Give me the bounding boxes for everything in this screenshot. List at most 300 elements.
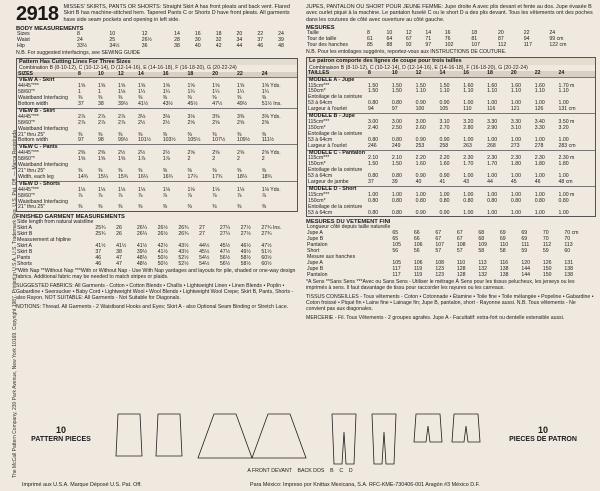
cell-value: 59 [542, 248, 549, 255]
cell-value: 128 [456, 271, 466, 278]
cell-value: 1.60 [415, 161, 426, 168]
cell-value: 24 [558, 71, 596, 77]
row-label: Short [307, 248, 320, 255]
cell-value: 20 [211, 72, 236, 78]
cell-value: 105½ [187, 137, 201, 144]
cell-value: ⅜ [261, 168, 267, 175]
cell-value: 1.50 [368, 161, 379, 168]
sketch-letter-b: B [330, 468, 334, 474]
cell-value: 48½ [136, 254, 148, 261]
cell-value: 2.30 [487, 155, 498, 162]
row-label: 44/45"*** [18, 83, 39, 90]
row-label: 115cm*** [308, 191, 330, 198]
row-label: 21" thru 25" [18, 168, 46, 175]
cell-value: 268 [487, 142, 496, 149]
cell-value: 14 [425, 30, 432, 37]
cell-value: 14¾ [78, 173, 89, 180]
cell-value: 2.90 [487, 124, 498, 131]
cell-value: 1.50 [391, 161, 402, 168]
cell-value: 0.80 [368, 136, 379, 143]
cell-value: 1.00 [558, 173, 569, 180]
cell-value: 50½ [157, 260, 168, 267]
row-label: Waistband Interfacing [18, 125, 68, 132]
cell-value: 0.80 [463, 197, 474, 204]
row-label: Pantalon [307, 271, 328, 278]
cell-value: 1.80 [558, 161, 569, 168]
sketch-letter-c: C [339, 468, 344, 474]
cell-value: 41½ [136, 242, 148, 249]
cell-value: 37 [368, 179, 374, 186]
cell-value: 1⅝ Yds. [261, 83, 281, 90]
cell-value: 10 [386, 30, 393, 37]
cell-value: 2 [212, 156, 216, 163]
cell-value: ⅜ [118, 204, 123, 211]
cell-value: 107½ [212, 137, 226, 144]
cell-value: 1⅞ [138, 156, 146, 163]
cell-value: 97 [78, 137, 84, 144]
cell-value: ⅜ [98, 131, 103, 138]
nap-note: *With Nap **Without Nap ***With or Without Nap - Use With Nap yardages and layouts for pile, shaded or one-way design fabrics. Additional fabric may be needed to match stripes or plaids. [16, 267, 296, 280]
cell-value: 1⅛ [118, 186, 126, 193]
cell-value: 1.00 [510, 209, 521, 216]
cell-value: 39 [391, 179, 398, 186]
cell-value: 3⅜ Yds. [261, 113, 281, 120]
cell-value: 108 [435, 259, 445, 266]
cell-value: 2⅞ [118, 119, 126, 126]
cell-value: 45½ [199, 248, 210, 255]
cell-value: ⅜ [212, 131, 217, 138]
cell-value: ⅜ [237, 204, 242, 211]
metrage-box [306, 57, 596, 218]
cell-value: 38 [98, 101, 104, 108]
cell-value: ⅜ [98, 168, 103, 175]
cell-value: 2.60 [415, 124, 426, 131]
cell-value: 94 [368, 106, 374, 113]
row-label: 150cm* [308, 124, 326, 131]
cell-value: 56½ [219, 254, 231, 261]
cell-value: ⅜ [237, 95, 242, 102]
cell-value: 47 [116, 260, 122, 267]
section-title: VIEW B - Skirt [17, 108, 297, 114]
cell-value: 43½ [178, 248, 189, 255]
cell-value: 1.60 [510, 82, 521, 89]
cell-value: 0.80 [487, 197, 498, 204]
cell-value: 1.00 [439, 191, 450, 198]
row-label: Measurement at hipline [17, 237, 71, 244]
cell-value: 1⅞ [162, 156, 170, 163]
cutting-lines-title: Pattern Has Cutting Lines For Three Sizes [17, 59, 297, 66]
cell-value: 18 [215, 31, 222, 37]
row-label: Shorts [17, 260, 32, 267]
cell-value: ⅜ [118, 95, 123, 102]
section-title: VIEW A - Skirt [17, 78, 297, 84]
cell-value: ⅜ [138, 95, 143, 102]
cell-value: 32 [215, 36, 222, 43]
row-label: 115cm*** [308, 82, 330, 89]
cell-value: 2½ [138, 150, 146, 157]
metrage-table [307, 71, 595, 217]
cell-value: 48 [278, 42, 284, 49]
cell-value: 1.10 [510, 88, 521, 95]
cell-value: 117 [523, 42, 532, 49]
cell-value: 108 [456, 242, 466, 249]
cell-value: 39 [278, 36, 284, 43]
cell-value: 39½ [136, 248, 148, 255]
cell-value: 1.00 [558, 136, 569, 143]
cell-value: 97 [391, 106, 398, 113]
cell-value: 14 [174, 31, 180, 37]
cell-value: 1⅝ [78, 156, 86, 163]
cell-value: 26½ [141, 36, 152, 43]
cell-value: 1⅛ [237, 186, 245, 193]
row-label: Largeur à l'ourlet [308, 142, 347, 149]
row-label: SIZES [17, 72, 77, 78]
cell-value: 54½ [199, 260, 210, 267]
cell-value: 0.80 [391, 209, 402, 216]
cell-value: 2⅞ [78, 113, 86, 120]
cell-value: ⅞ [162, 192, 168, 199]
row-label: Tour des hanches [307, 42, 348, 49]
cell-value: 117 [392, 265, 401, 272]
cell-value: 68 [478, 230, 485, 237]
cell-value: 1.00 [463, 173, 474, 180]
cell-value: 44½ [199, 242, 210, 249]
cell-value: 22 [523, 30, 530, 37]
sketch-captions [110, 468, 490, 474]
cell-value: 50½ [157, 254, 168, 261]
cell-value: 1⅝ [98, 83, 106, 90]
cell-value: 3.00 [368, 118, 379, 125]
cell-value: 0.80 [534, 197, 545, 204]
cell-value: 0.80 [391, 197, 402, 204]
cell-value: 17¼ [187, 173, 198, 180]
cell-value: 3⅜ [237, 113, 245, 120]
cell-value: 126 [534, 106, 544, 113]
row-label: TAILLES [307, 71, 367, 77]
cell-value: 49½ [240, 248, 251, 255]
row-label: Mesure aux hanches [307, 254, 356, 261]
row-label: Taille [307, 30, 319, 37]
cell-value: 1⅛ [118, 89, 126, 96]
cell-value: 33½ [77, 42, 88, 49]
row-label: Entoilage de la ceinture [308, 94, 363, 101]
cell-value: ⅜ [162, 204, 168, 211]
cell-value: 43½ [178, 242, 189, 249]
cell-value: ⅜ [98, 204, 103, 211]
cell-value: 132 [478, 265, 488, 272]
cell-value: 1.10 [558, 88, 569, 95]
shorts-d-back-sketch [452, 414, 480, 442]
cell-value: 2⅝ [187, 150, 195, 157]
cell-value: 43½ [162, 101, 173, 108]
cell-value: 1.00 [463, 209, 474, 216]
caption-dos: DOS [313, 468, 325, 474]
cell-value: 253 [415, 142, 425, 149]
cell-value: 16¼ [138, 173, 149, 180]
cell-value: 105 [392, 259, 402, 266]
cell-value: 1.50 [391, 82, 402, 89]
cell-value: 126 [542, 259, 552, 266]
cell-value: 1.50 [368, 82, 379, 89]
mesures-table [306, 31, 596, 49]
row-label: 44/45"*** [18, 113, 39, 120]
cell-value: ⅜ [78, 95, 83, 102]
cell-value: 27¼ [219, 225, 231, 232]
cell-value: 41½ [138, 101, 149, 108]
cell-value: 0.90 [439, 209, 450, 216]
cell-value: 3⅛ [187, 113, 195, 120]
cell-value: 1.70 [463, 161, 474, 168]
cell-value: 45½ [219, 242, 231, 249]
cell-value: 68 [478, 236, 485, 243]
row-label: Skirt B [17, 231, 33, 238]
cell-value: ⅜ [78, 131, 83, 138]
cell-value: 15¼ [98, 173, 109, 180]
suggested-fabrics: SUGGESTED FABRICS: All Garments - Cotton • Cotton Blends • Challis • Lightweight Linen • Linen Blends • Poplin • Gabardine • Seersucker • Baby Cord • Lightweight Wool • Wool Blends • Lightweight Wool Crepe; Skirt B, Pants, Shorts - also Rayon. NOT SUITABLE: All Garments - Not Suitable for Diagonals. [16, 282, 294, 302]
cell-value: 49½ [237, 101, 248, 108]
cell-value: 278 [534, 142, 544, 149]
cell-value: 138 [499, 265, 509, 272]
cell-value: 37 [257, 36, 264, 43]
cell-value: 1⅝ [187, 83, 195, 90]
cell-value: 58½ [240, 254, 251, 261]
side-copyright: The McCall Pattern Company, 230 Park Avenue, New York 10169. Copyright 1987. Printed in U.S.A. U.S. Trademark Reg. U.S. Pat. Off. — Marca Registrada [12, 130, 18, 478]
cell-value: 41½ [95, 242, 106, 249]
cell-value: 39½ [118, 101, 129, 108]
cell-value: 123 [435, 271, 445, 278]
tissus-conseilles: TISSUS CONSEILLES - Tous vêtements - Coton • Cotonnade • Étamine • Toile fine • Toile mélangée • Popeline • Gabardine • Coton froissé • Piqué fin • Laine fine • Lainage fin; Jupe B, pantalon, short - Rayonne aussi. N.B. Tous vêtements - Ne convient pas aux diagonales. [306, 293, 594, 313]
cell-value: 1.00 [487, 209, 498, 216]
cell-value: 2.70 [439, 124, 450, 131]
cell-value: 105 [392, 242, 402, 249]
cell-value: 24 [77, 36, 83, 43]
cell-value: 14 [438, 71, 462, 77]
cell-value: 1.00 [510, 173, 521, 180]
cell-value: 2.20 [415, 155, 426, 162]
cell-value: 99½ [118, 137, 129, 144]
cell-value: 1⅝ [118, 156, 126, 163]
cell-value: ⅞ [138, 192, 143, 199]
cell-value: 131 cm [558, 106, 576, 113]
cell-value: 27¼ [219, 231, 231, 238]
cell-value: 1⅛ [162, 186, 170, 193]
cell-value: 2⅞ [98, 119, 106, 126]
cell-value: 2⅜ [78, 150, 86, 157]
cell-value: 47½ [212, 101, 223, 108]
cell-value: 2.80 [463, 124, 474, 131]
cell-value: 38 [116, 248, 122, 255]
cell-value: 1⅝ [237, 83, 245, 90]
row-label: 150cm* [308, 88, 326, 95]
cell-value: 18 [486, 71, 510, 77]
cell-value: 0.90 [415, 173, 426, 180]
pants-c-front-sketch [332, 414, 356, 464]
cell-value: 2⅝ Yds. [261, 150, 281, 157]
cell-value: 70 [542, 236, 549, 243]
cell-value: 119 [413, 265, 423, 272]
cell-value: 3.30 [534, 124, 545, 131]
cell-value: 46 [95, 260, 102, 267]
cell-value: 67 [435, 230, 442, 237]
cell-value: 0.80 [558, 197, 569, 204]
yardage-box [16, 58, 298, 213]
cell-value: 25¾ [95, 225, 106, 232]
skirt-a-front-sketch [116, 414, 142, 456]
cell-value: 87 [498, 36, 504, 43]
cell-value: 2.10 [368, 155, 379, 162]
cell-value: 26¼ [136, 225, 148, 232]
cell-value: 117 [392, 271, 401, 278]
cell-value: 283 cm [558, 142, 576, 149]
metrage-row [307, 211, 595, 217]
french-finished-title: MESURES DU VETEMENT FINI [306, 219, 391, 226]
cell-value: 2⅞ [118, 113, 126, 120]
cell-value: 20 [510, 71, 534, 77]
cell-value: 69 [499, 236, 506, 243]
cell-value: ⅞ [261, 192, 267, 199]
cell-value: 58½ [240, 260, 251, 267]
cell-value: 249 [391, 142, 401, 149]
cell-value: 36 [141, 42, 148, 49]
cell-value: 98 [98, 137, 104, 144]
cell-value: ⅜ [118, 131, 123, 138]
cell-value: 2⅞ [98, 113, 106, 120]
cell-value: 8 [77, 31, 80, 37]
mercerie: MERCERIE - Fil. Tous Vêtements - 2 groupes agrafes. Jupe A - Facultatif: extra-fort ou dentelle extensible aussi. [306, 315, 565, 322]
cell-value: 150 [542, 271, 552, 278]
english-footer: Imprimé aux U.S.A. Marque Déposé U.S. Pat. Off. [22, 482, 142, 488]
notions: NOTIONS: Thread. All Garments - 2 Waistband Hooks and Eyes; Skirt A - also Optional Seam Binding or Stretch Lace. [16, 304, 289, 311]
cell-value: 52½ [178, 260, 189, 267]
cell-value: 18¼ [237, 173, 248, 180]
cell-value: 47 [116, 254, 122, 261]
cell-value: 2.30 [510, 155, 521, 162]
cell-value: 20 [236, 31, 243, 37]
cell-value: 1⅛ Yds. [261, 186, 281, 193]
cell-value: 1.80 [534, 161, 545, 168]
caption-devant: DEVANT [271, 468, 292, 474]
cell-value: 1.70 [487, 161, 498, 168]
cell-value: 76 [444, 36, 451, 43]
cell-value: 26 [116, 231, 122, 238]
cell-value: ⅜ [162, 168, 168, 175]
row-label: Waist [17, 36, 30, 43]
skirt-a-back-sketch [156, 414, 182, 456]
cell-value: 1 [78, 89, 81, 96]
cell-value: 0.80 [368, 209, 379, 216]
cell-value: 1.00 [558, 209, 569, 216]
finished-measurements-table [16, 220, 298, 267]
cell-value: 2⅝ [261, 119, 269, 126]
cell-value: 131 [564, 259, 574, 266]
cell-value: 27½ [240, 231, 251, 238]
french-cutting-sub: Combinaison B (8-10-12), C (10-12-14), D (12-14-16), E (14-16-18), F (16-18-20), G (20-22-24) [309, 64, 528, 71]
cell-value: 45½ [187, 101, 198, 108]
cell-value: 67 [456, 230, 463, 237]
cell-value: 46 [257, 42, 264, 49]
cell-value: ⅜ [138, 204, 143, 211]
cell-value: 1.00 [510, 100, 521, 107]
cell-value: 46 [534, 179, 541, 186]
cell-value: 16 [194, 31, 201, 37]
row-label: Largeur de jambe [308, 179, 349, 186]
cell-value: 2 [237, 156, 240, 163]
cell-value: 15¾ [118, 173, 129, 180]
cell-value: 1.00 [487, 173, 498, 180]
row-label: 58/60"* [18, 156, 35, 163]
cell-value: 58 [499, 248, 506, 255]
cell-value: 2.30 [534, 155, 545, 162]
cell-value: 1.00 [534, 209, 545, 216]
cell-value: 30 [194, 36, 201, 43]
cell-value: 88 [386, 42, 393, 49]
cell-value: ⅞ [237, 192, 242, 199]
cell-value: 26¼ [136, 231, 148, 238]
body-measurements-heading: BODY MEASUREMENTS [16, 26, 84, 32]
row-label: Skirt A [17, 225, 32, 232]
pattern-pieces-count: 10 PATTERN PIECES [31, 425, 91, 443]
cell-value: 16 [462, 71, 486, 77]
cell-value: 2.20 [439, 155, 450, 162]
cell-value: 10 [97, 72, 117, 78]
cell-value: 3.20 [558, 124, 569, 131]
cell-value: 24 [549, 30, 556, 37]
cell-value: 12 [405, 30, 412, 37]
cell-value: 112 [498, 42, 507, 49]
cell-value: 138 [499, 271, 509, 278]
cell-value: 0.80 [368, 173, 379, 180]
cell-value: 44 [236, 42, 243, 49]
row-label: Skirt B [17, 248, 33, 255]
cell-value: 3.50 m [558, 118, 575, 125]
cell-value: 56 [392, 248, 399, 255]
cell-value: 138 [564, 271, 574, 278]
row-label: Jupe A [307, 259, 323, 266]
cell-value: 60½ [261, 260, 272, 267]
cell-value: 1⅝ [162, 83, 170, 90]
cell-value: 1.70 m [558, 82, 575, 89]
pieces-de-patron-count: 10 PIECES DE PATRON [509, 425, 577, 443]
cell-value: 273 [510, 142, 520, 149]
cell-value: 2.30 [463, 155, 474, 162]
skirt-b-back-sketch [252, 414, 306, 458]
cell-value: 71 [425, 36, 432, 43]
mesures-title: MESURES [306, 25, 335, 32]
cell-value: 1.10 [534, 88, 545, 95]
cell-value: 26 [116, 225, 122, 232]
cell-value: 69 [521, 230, 528, 237]
cell-value: 27 [199, 225, 205, 232]
cell-value: ⅜ [212, 168, 217, 175]
cell-value: 1⅛ [78, 186, 86, 193]
cell-value: 56 [413, 248, 420, 255]
cell-value: 46½ [240, 242, 251, 249]
cell-value: 70 [564, 236, 571, 243]
cell-value: 1.50 [391, 88, 402, 95]
row-label: Entoilage de la ceinture [308, 203, 363, 210]
cell-value: 22 [236, 72, 261, 78]
cell-value: 1.00 [510, 136, 521, 143]
cell-value: 1.00 [415, 191, 426, 198]
cell-value: 1⅛ [98, 186, 106, 193]
cell-value: 48 cm [558, 179, 573, 186]
cell-value: 27½ [240, 225, 251, 232]
cell-value: 18¾ [261, 173, 272, 180]
cell-value: 121 [510, 106, 520, 113]
row-label: 53 à 64cm [308, 100, 333, 107]
cell-value: 10 [109, 31, 116, 37]
cell-value: 1.00 [368, 191, 379, 198]
